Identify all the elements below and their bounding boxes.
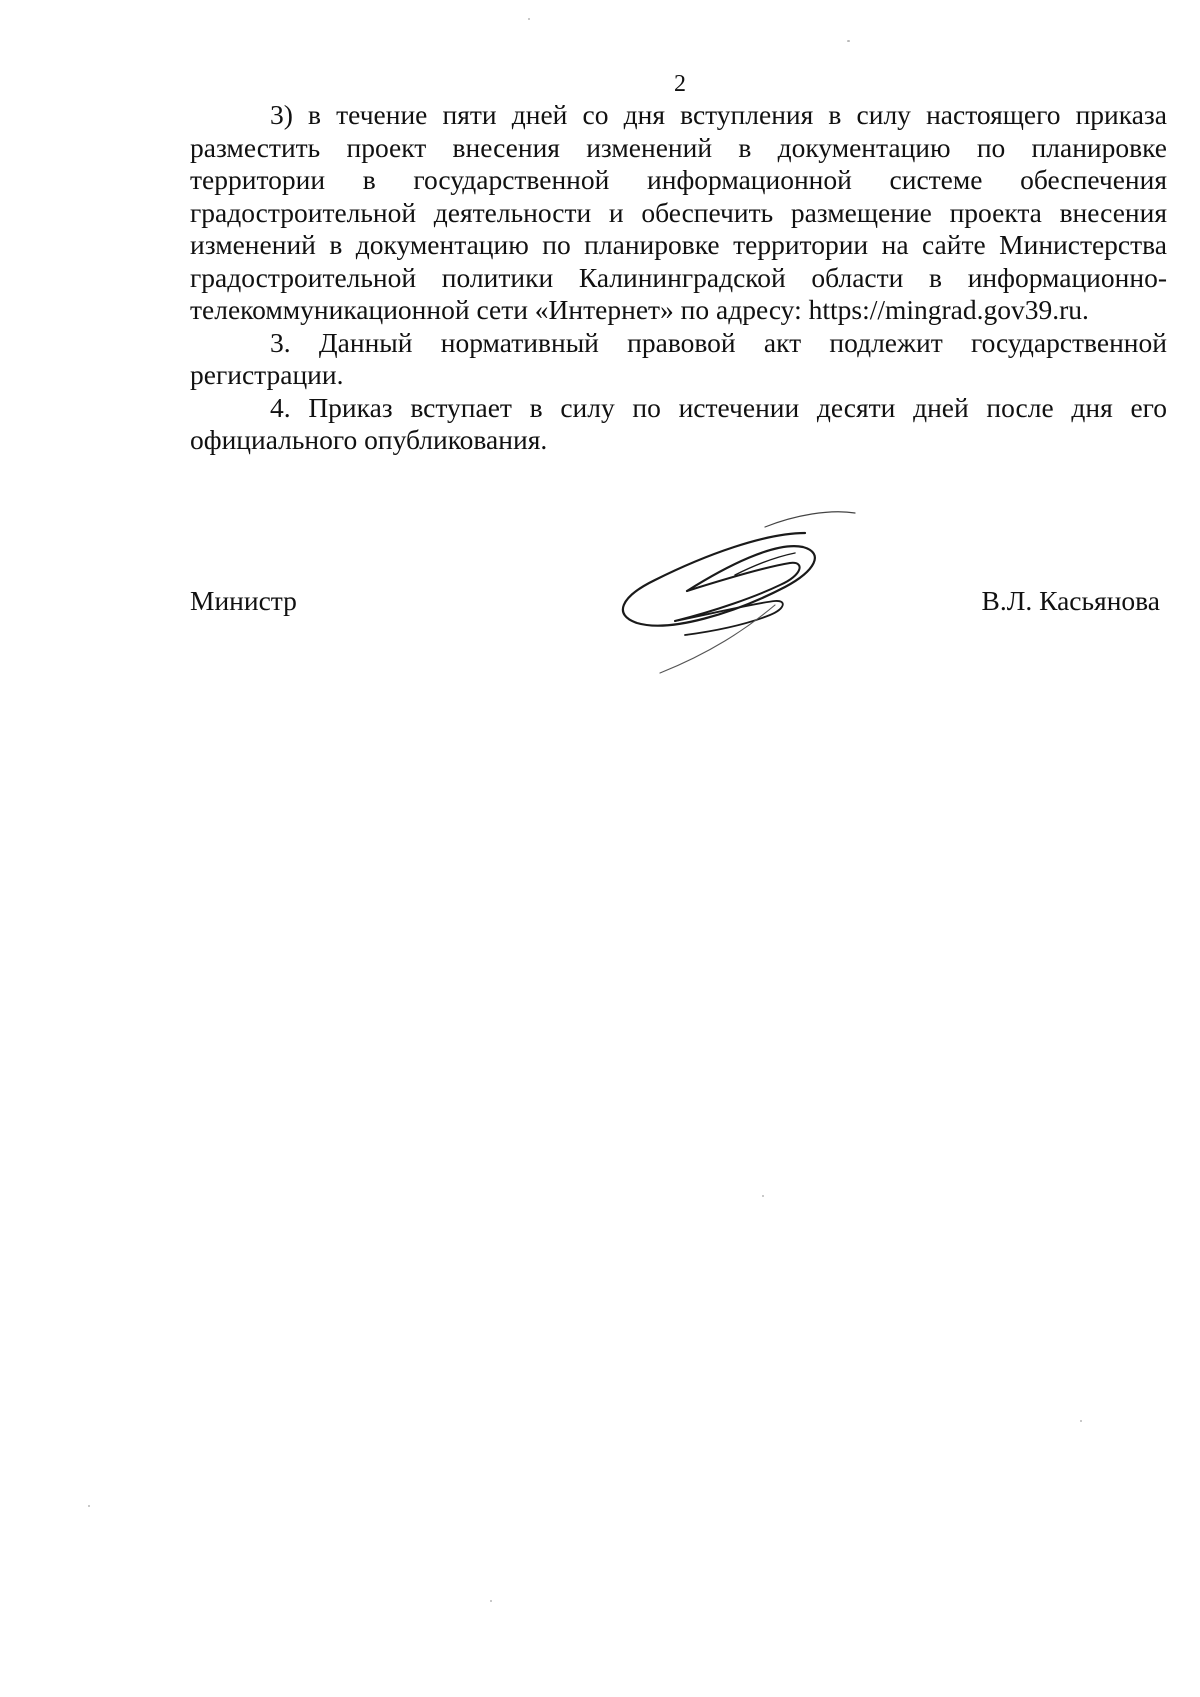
document-body (190, 99, 1167, 457)
scan-speck (847, 40, 850, 42)
signer-name: В.Л. Касьянова (981, 585, 1160, 616)
scan-speck (1080, 1420, 1082, 1422)
paragraph-effective-date: 4. Приказ вступает в силу по истечении десяти дней после дня его официального опубликования. (190, 391, 1167, 455)
scan-speck (490, 1600, 492, 1602)
scan-speck (528, 18, 530, 20)
signer-position: Министр (190, 585, 297, 616)
page-number: 2 (674, 71, 686, 97)
handwritten-signature (615, 505, 875, 680)
scan-speck (762, 1195, 764, 1197)
scan-speck (88, 1505, 90, 1507)
paragraph-registration: 3. Данный нормативный правовой акт подлежит государственной регистрации. (190, 326, 1167, 390)
paragraph-item-3-subpoint: 3) в течение пяти дней со дня вступления в силу настоящего приказа разместить проект внесения изменений в документацию по планировке территории в государственной информационной системе обеспечения градостроительной деятельности и обеспечить размещение проекта внесения изменений в документацию по планировке территории на сайте Министерства градостроительной политики Калининградской области в информационно-телекоммуникационной сети «Интернет» по адресу: https://mingrad.gov39.ru. (190, 99, 1167, 325)
